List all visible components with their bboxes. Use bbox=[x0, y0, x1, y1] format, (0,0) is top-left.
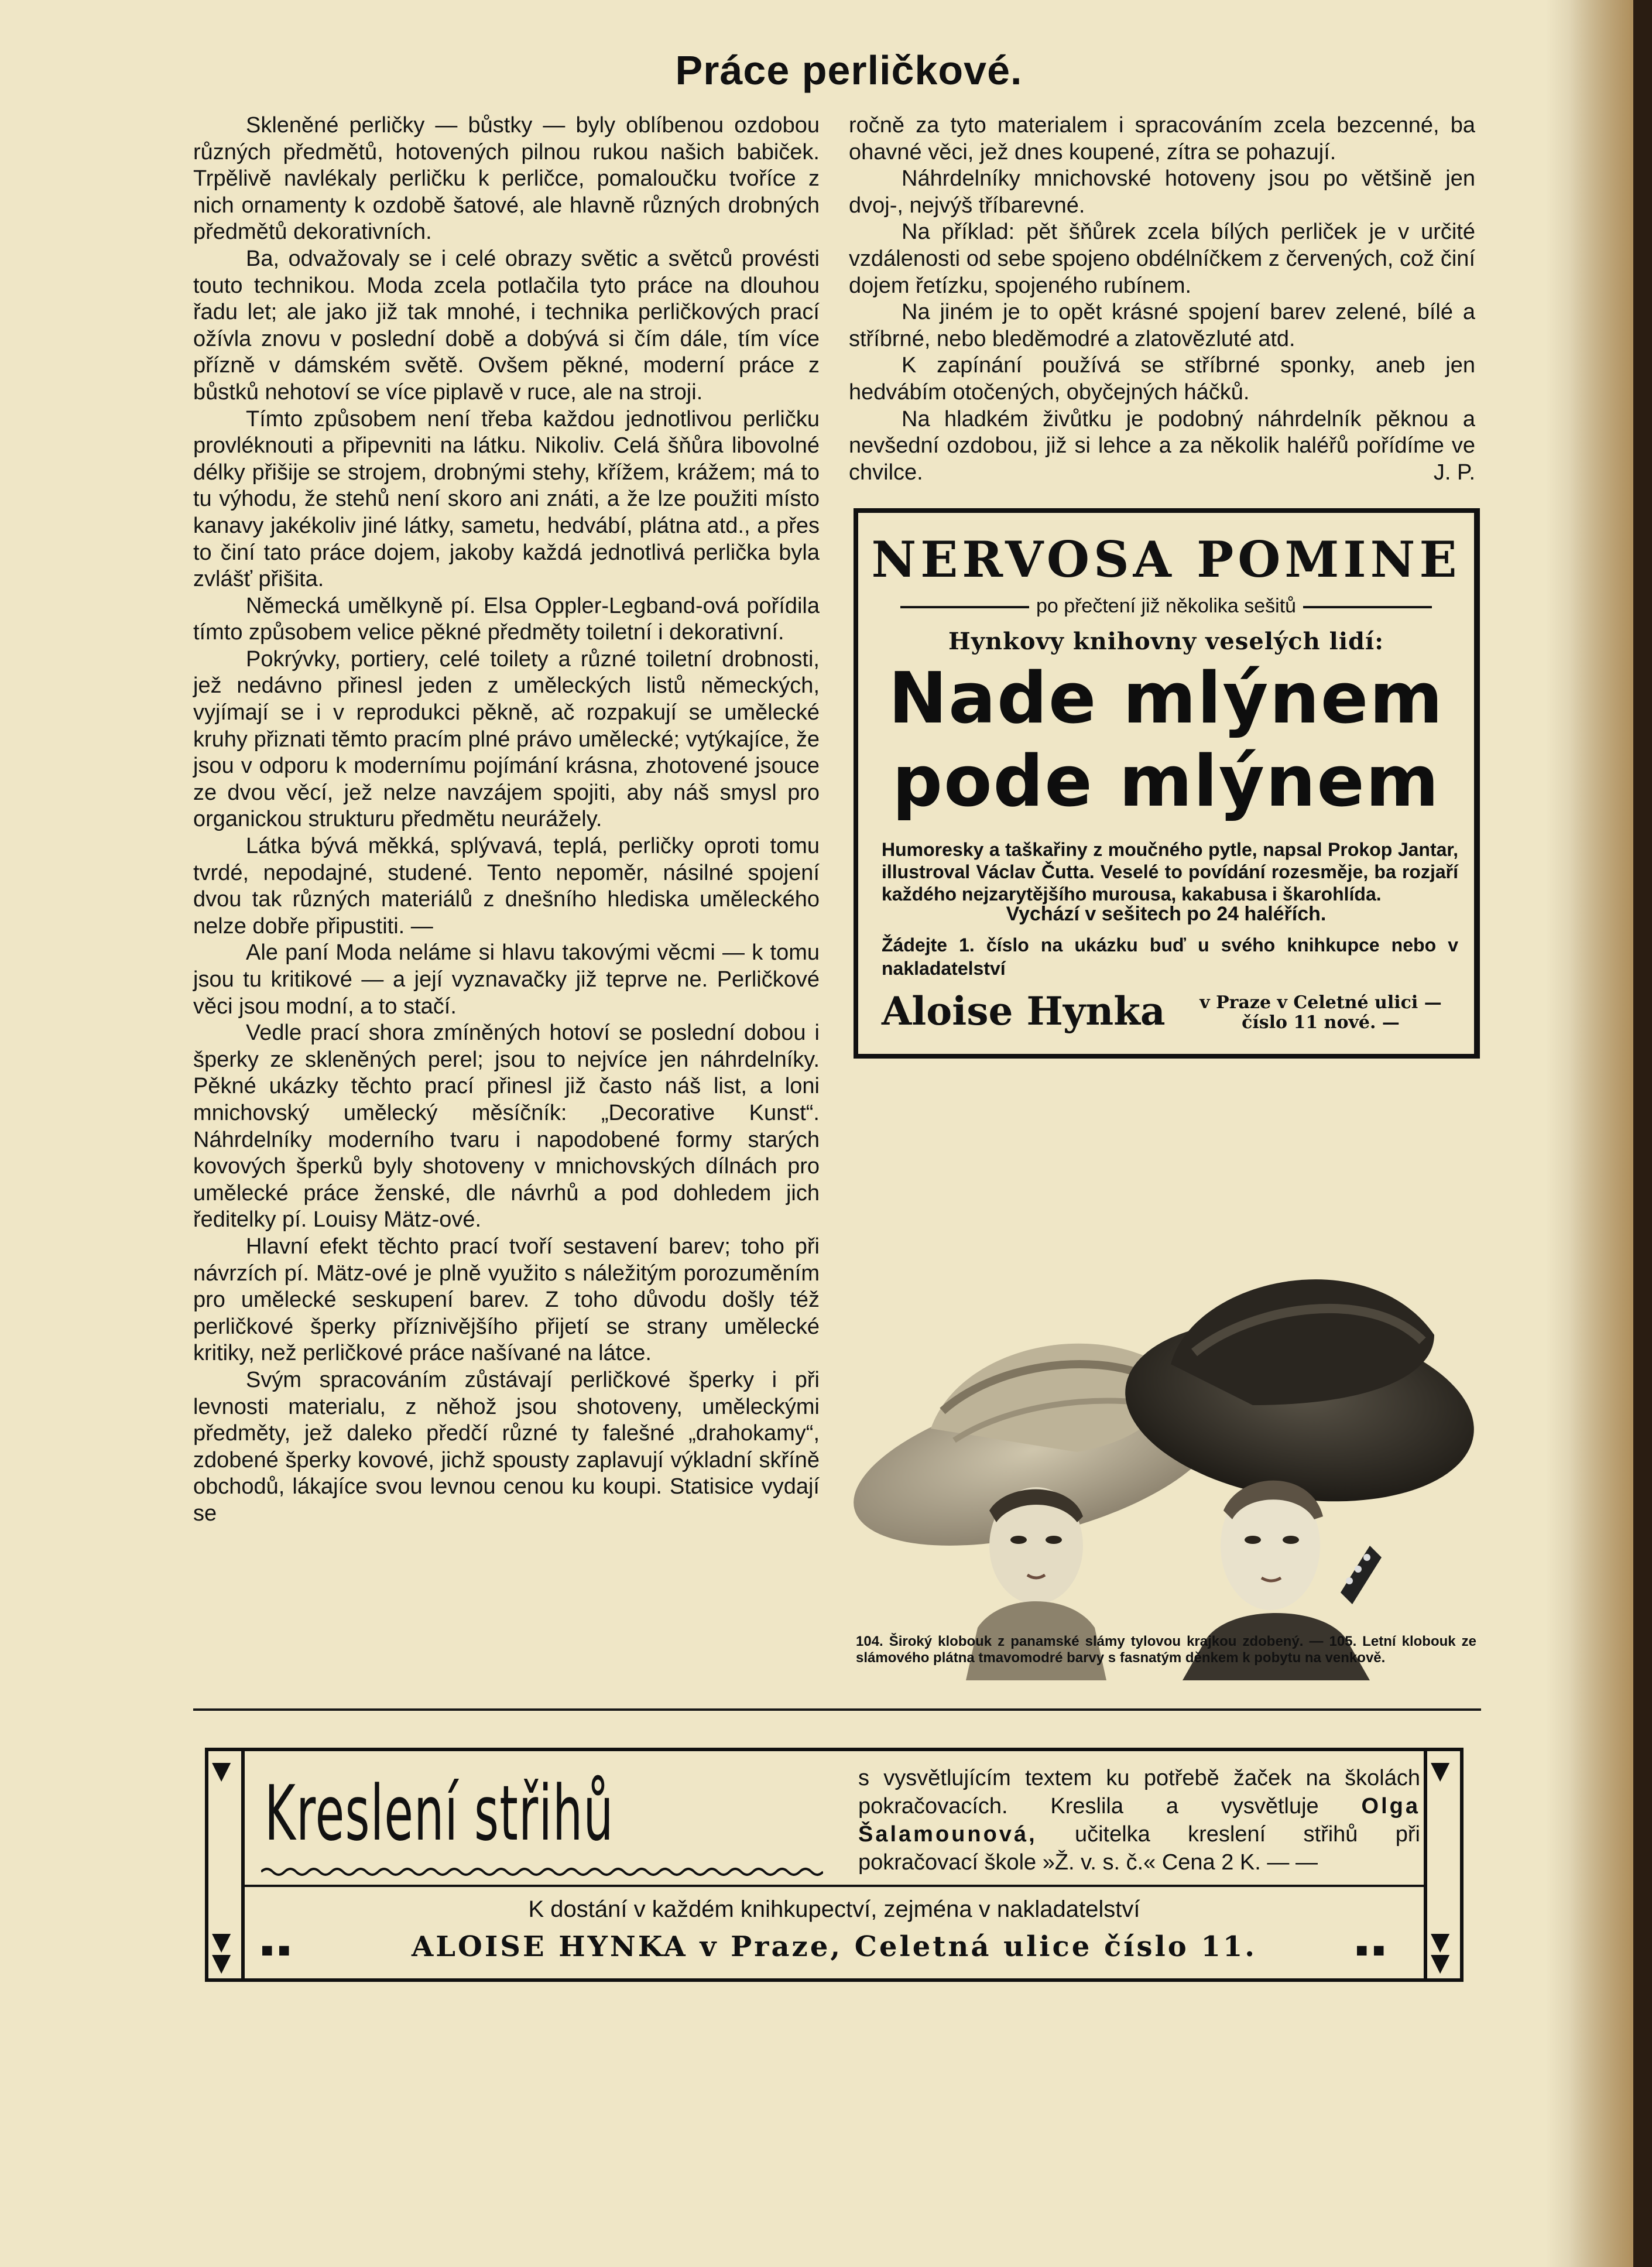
ad-publisher: Aloise Hynka bbox=[882, 988, 1166, 1034]
ad-border-right bbox=[1424, 1751, 1460, 1978]
paragraph: Skleněné perličky — bůstky — byly oblíbenou ozdobou různých předmětů, hotovených pilnou rukou našich babiček. Trpělivě navlékaly perličku k perličce, pomaloučku tvoříce z nich ornamenty k ozdobě šatové, ale hlavně různých drobných předmětů dekorativních. bbox=[193, 113, 820, 245]
triangle-ornament: ▼ bbox=[212, 1948, 231, 1977]
paragraph-text: Na hladkém živůtku je podobný náhrdelník pěknou a nevšední ozdobou, již si lehce a za několik haléřů pořídíme ve chvilce. bbox=[849, 406, 1475, 485]
triangle-ornament: ▼ bbox=[1431, 1927, 1450, 1956]
triangle-ornament: ▼ bbox=[1431, 1756, 1450, 1785]
article-column-left bbox=[193, 112, 820, 1527]
ad-headline: NERVOSA POMINE bbox=[871, 530, 1461, 588]
article-title: Práce perličkové. bbox=[675, 47, 1023, 93]
paragraph: Pokrývky, portiery, celé toilety a různé toiletní drobnosti, jež nedávno přinesl jeden z uměleckých listů německých, vyjímají se i v reprodukci pěkně, ač rozpakují se umělecké kruhy přiznati těmto pracím plné právo umělecké; vytýkajíce, že jsou v odporu k modernímu pojímání krásna, zhotovené jsouce ze dvou věcí, jež nelze navzájem spojiti, aby náš smysl pro organickou strukturu předmětu neurážely. bbox=[193, 646, 820, 832]
paragraph: Svým spracováním zůstávají perličkové šperky i při levnosti materialu, z něhož jsou shotoveny, uměleckými předměty, jež daleko předčí různé ty falešné „drahokamy“, zdobené šperky kovové, jichž spousty zaplavují výkladní skříně obchodů, lákajíce svou levnou cenou ku koupi. Statisice vydají se bbox=[193, 1367, 820, 1526]
ad-book-title-line2: pode mlýnem bbox=[892, 741, 1440, 823]
square-ornament: ■ ■ bbox=[1356, 1940, 1385, 1961]
triangle-ornament: ▼ bbox=[212, 1756, 231, 1785]
ad-address: v Praze v Celetné ulici — číslo 11 nové. — bbox=[1199, 992, 1442, 1033]
paragraph: Na jiném je to opět krásné spojení barev zelené, bílé a stříbrné, nebo bleděmodré a zlatovězluté atd. bbox=[849, 300, 1475, 351]
article-signature: J. P. bbox=[1433, 460, 1475, 485]
figure-caption: 104. Široký klobouk z panamské slámy tylovou krajkou zdobený. — 105. Letní klobouk ze slámového plátna tmavomodré barvy s fasnatým děnkem k pobytu na venkově. bbox=[856, 1634, 1476, 1666]
paragraph: Látka bývá měkká, splývavá, teplá, perličky oproti tomu tvrdé, nepodajné, studené. Tento nepoměr, násilné spojení dvou tak různých materiálů z dnešního hlediska uměleckého nelze dobře připustiti. — bbox=[193, 834, 820, 939]
hats-illustration bbox=[843, 1218, 1487, 1680]
paragraph: Hlavní efekt těchto prací tvoří sestavení barev; toho při návrzích pí. Mätz-ové je plně využito s náležitým porozuměním pro umělecké seskupení barev. Z toho důvodu došly též perličkové šperky příznivějšího přijetí se strany umělecké kritiky, než perličkové práce našívané na látce. bbox=[193, 1234, 820, 1366]
ad-title: Kreslení střihů bbox=[265, 1769, 614, 1858]
ad-description-text-2: učitelka kreslení střihů při pokračovací škole »Ž. v. s. č.« Cena 2 K. — — bbox=[858, 1822, 1420, 1875]
paragraph bbox=[849, 406, 1475, 487]
ad-divider bbox=[241, 1885, 1427, 1887]
ad-description bbox=[858, 1764, 1420, 1876]
section-divider bbox=[193, 1708, 1481, 1711]
ad-border-left bbox=[208, 1751, 245, 1978]
paragraph: Tímto způsobem není třeba každou jednotlivou perličku provléknouti a připevniti na látku. Nikoliv. Celá šňůra libovolné délky přišije se strojem, drobnými stehy, křížem, krážem; má to tu výhodu, že stehů není skoro ani znáti, a že lze použiti místo kanavy jakékoliv jiné látky, sametu, hedvábí, plátna atd., a přes to činí tato práce dojem, jakoby každá jednotlivá perlička byla zvlášť přišita. bbox=[193, 406, 820, 592]
triangle-ornament: ▼ bbox=[212, 1927, 231, 1956]
book-spine-edge bbox=[1633, 0, 1652, 2267]
paragraph: Na příklad: pět šňůrek zcela bílých perliček je v určité vzdálenosti od sebe spojeno obdélníčkem z červených, což činí dojem řetízku, spojeného rubínem. bbox=[849, 220, 1475, 298]
paragraph: ročně za tyto materialem i spracováním zcela bezcenné, ba ohavné věci, jež dnes koupené, zítra se pohazují. bbox=[849, 113, 1475, 165]
triangle-ornament: ▼ bbox=[1431, 1948, 1450, 1977]
square-ornament: ■ ■ bbox=[261, 1940, 290, 1961]
paragraph: Náhrdelníky mnichovské hotoveny jsou po většině jen dvoj-, nejvýš tříbarevné. bbox=[849, 166, 1475, 218]
advertisement-kresleni bbox=[205, 1748, 1464, 1982]
paragraph: K zapínání používá se stříbrné sponky, aneb jen hedvábím otočených, obyčejných háčků. bbox=[849, 353, 1475, 405]
page-edge-stain bbox=[1569, 0, 1633, 2267]
ad-subline bbox=[858, 595, 1474, 618]
paragraph: Vedle prací shora zmíněných hotoví se poslední dobou i šperky ze skleněných perel; jsou to nejvíce jen náhrdelníky. Pěkné ukázky těchto prací přinesl již často náš list, a loni mnichovský umělecký měsíčník: „Decorative Kunst“. Náhrdelníky moderního tvaru i napodobené formy starých kovových šperků byly shotoveny v mnichovských dílnách pro umělecké práce ženské, dle návrhů a pod dohledem jich ředitelky pí. Louisy Mätz-ové. bbox=[193, 1021, 820, 1232]
decorative-wave bbox=[261, 1866, 823, 1878]
ad-author: Olga Šalamounová, bbox=[858, 1794, 1420, 1847]
article-column-right bbox=[849, 112, 1475, 486]
ad-subline-text: po přečtení již několika sešitů bbox=[1036, 595, 1297, 617]
rule-left bbox=[900, 606, 1029, 608]
ad-description-text: s vysvětlujícím textem ku potřebě žaček na školách pokračovacích. Kreslila a vysvětluje bbox=[858, 1766, 1420, 1819]
advertisement-nervosa bbox=[854, 508, 1480, 1059]
ad-publisher: ALOISE HYNKA v Praze, Celetná ulice číslo 11. bbox=[412, 1930, 1257, 1963]
ad-order-text: Žádejte 1. číslo na ukázku buď u svého knihkupce nebo v nakladatelství bbox=[882, 934, 1458, 979]
ad-book-title-line1: Nade mlýnem bbox=[888, 658, 1444, 739]
ad-series-name: Hynkovy knihovny veselých lidí: bbox=[948, 628, 1384, 655]
ad-availability: K dostání v každém knihkupectví, zejména v nakladatelství bbox=[528, 1896, 1140, 1922]
paragraph: Německá umělkyně pí. Elsa Oppler-Legband-ová pořídila tímto způsobem velice pěkné předměty toiletní i dekorativní. bbox=[193, 593, 820, 645]
paragraph: Ba, odvažovaly se i celé obrazy světic a světců provésti touto technikou. Moda zcela potlačila tyto práce na dlouhou řadu let; ale jako již tak mnohé, i technika perličkových prací ožívla znovu v poslední době a dobývá si čím dále, tím více přízně v dámském světě. Ovšem pěkné, moderní práce z bůstků nehotoví se více piplavě v ruce, ale na stroji. bbox=[193, 246, 820, 405]
rule-right bbox=[1303, 606, 1432, 608]
ad-price: Vychází v sešitech po 24 haléřích. bbox=[1006, 903, 1327, 925]
paragraph: Ale paní Moda neláme si hlavu takovými věcmi — k tomu jsou tu kritikové — a její vyznavačky již teprve ne. Perličkové věci jsou modní, a to stačí. bbox=[193, 940, 820, 1019]
ad-description: Humoresky a taškařiny z moučného pytle, napsal Prokop Jantar, illustroval Václav Čutta. Veselé to povídání rozesměje, ba rozjaří každého nejzarytějšího murousa, kakabusa i škarohlída. bbox=[882, 839, 1458, 905]
